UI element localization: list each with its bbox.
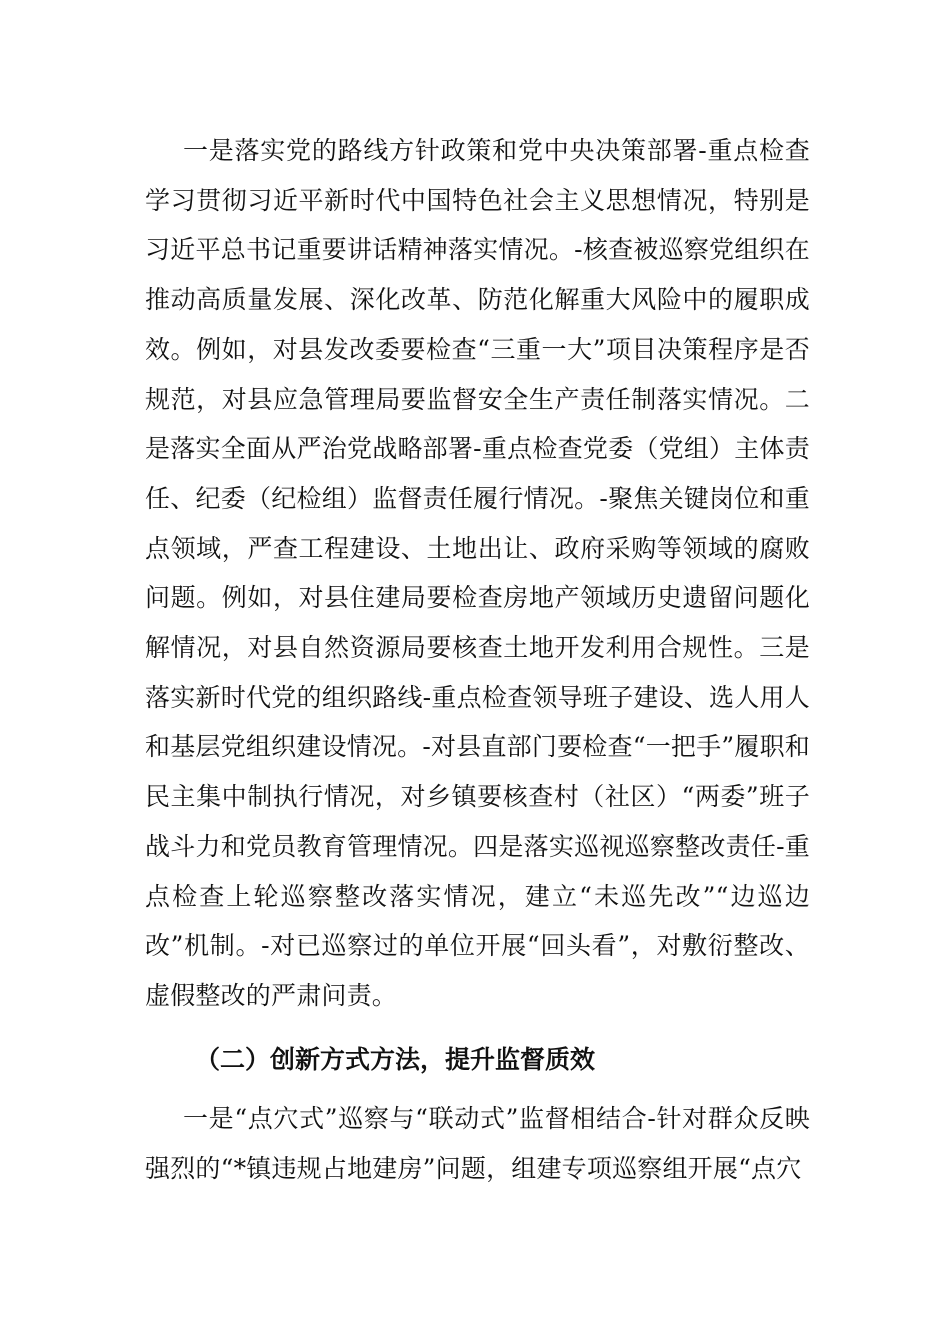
body-paragraph: 一是落实党的路线方针政策和党中央决策部署-重点检查学习贯彻习近平新时代中国特色社会主义思想情况，特别是习近平总书记重要讲话精神落实情况。-核查被巡察党组织在推动高质量发展、深化改革、防范化解重大风险中的履职成效。例如，对县发改委要检查“三重一大”项目决策程序是否规范，对县应急管理局要监督安全生产责任制落实情况。二是落实全面从严治党战略部署-重点检查党委（党组）主体责任、纪委（纪检组）监督责任履行情况。-聚焦关键岗位和重点领域，严查工程建设、土地出让、政府采购等领域的腐败问题。例如，对县住建局要检查房地产领域历史遗留问题化解情况，对县自然资源局要核查土地开发利用合规性。三是落实新时代党的组织路线-重点检查领导班子建设、选人用人和基层党组织建设情况。-对县直部门要检查“一把手”履职和民主集中制执行情况，对乡镇要核查村（社区）“两委”班子战斗力和党员教育管理情况。四是落实巡视巡察整改责任-重点检查上轮巡察整改落实情况，建立“未巡先改”“边巡边改”机制。-对已巡察过的单位开展“回头看”，对敷衍整改、虚假整改的严肃问责。 bbox=[145, 136, 810, 1010]
document-body bbox=[145, 126, 810, 1194]
section-heading: （二）创新方式方法，提升监督质效 bbox=[195, 1044, 596, 1074]
body-paragraph: 一是“点穴式”巡察与“联动式”监督相结合-针对群众反映强烈的“*镇违规占地建房”问题，组建专项巡察组开展“点穴 bbox=[145, 1104, 810, 1184]
